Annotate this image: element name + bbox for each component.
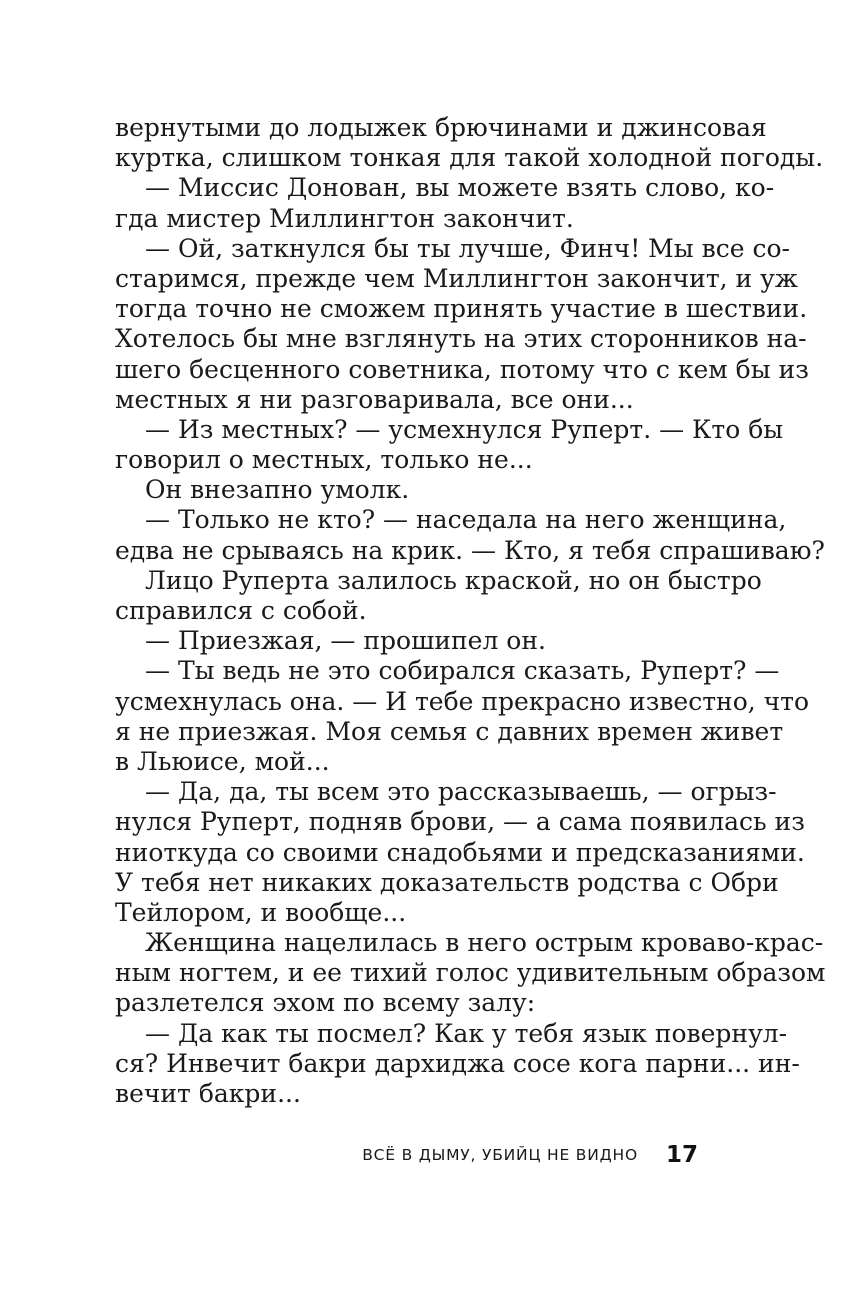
text-line: — Ой, заткнулся бы ты лучше, Финч! Мы все со-: [145, 233, 790, 263]
text-line: говорил о местных, только не...: [115, 445, 533, 475]
text-line: нулся Руперт, подняв брови, — а сама появилась из: [115, 807, 805, 837]
text-line: в Льюисе, мой...: [115, 746, 330, 776]
text-line: Он внезапно умолк.: [145, 475, 410, 505]
text-line: — Да, да, ты всем это рассказываешь, — огрыз-: [145, 777, 777, 807]
text-line: У тебя нет никаких доказательств родства с Обри: [115, 867, 779, 897]
text-line: Хотелось бы мне взглянуть на этих сторонников на-: [115, 324, 807, 354]
text-line: шего бесценного советника, потому что с кем бы из: [115, 354, 809, 384]
text-line: ниоткуда со своими снадобьями и предсказаниями.: [115, 837, 805, 867]
text-line: ся? Инвечит бакри дархиджа сосе кога парни... ин-: [115, 1048, 800, 1078]
text-line: вернутыми до лодыжек брючинами и джинсовая: [115, 113, 767, 142]
page-footer: [310, 1140, 698, 1170]
text-line: Тейлором, и вообще...: [115, 897, 407, 927]
text-line: куртка, слишком тонкая для такой холодной погоды.: [115, 143, 824, 173]
text-line: — Приезжая, — прошипел он.: [145, 626, 546, 656]
text-line: разлетелся эхом по всему залу:: [115, 988, 536, 1018]
text-line: ным ногтем, и ее тихий голос удивительным образом: [115, 958, 826, 988]
text-line: — Да как ты посмел? Как у тебя язык повернул-: [145, 1018, 788, 1048]
text-line: Женщина нацелилась в него острым кроваво-крас-: [145, 928, 824, 958]
text-line: едва не срываясь на крик. — Кто, я тебя спрашиваю?: [115, 535, 825, 565]
text-line: — Только не кто? — наседала на него женщина,: [145, 505, 787, 535]
text-line: вечит бакри...: [115, 1079, 301, 1108]
page-number: 17: [665, 1142, 698, 1168]
text-line: гда мистер Миллингтон закончит.: [115, 203, 574, 233]
text-line: — Ты ведь не это собирался сказать, Руперт? —: [145, 656, 780, 686]
running-title: ВСЁ В ДЫМУ, УБИЙЦ НЕ ВИДНО: [362, 1146, 638, 1164]
text-line: справился с собой.: [115, 596, 367, 625]
text-line: — Миссис Донован, вы можете взять слово, ко-: [145, 173, 775, 203]
text-line: я не приезжая. Моя семья с давних времен живет: [115, 716, 784, 746]
text-line: — Из местных? — усмехнулся Руперт. — Кто бы: [145, 414, 784, 444]
text-line: Лицо Руперта залилось краской, но он быстро: [145, 565, 762, 595]
text-line: усмехнулась она. — И тебе прекрасно известно, что: [115, 686, 810, 716]
text-line: старимся, прежде чем Миллингтон закончит, и уж: [115, 263, 798, 293]
text-line: местных я ни разговаривала, все они...: [115, 384, 634, 414]
text-line: тогда точно не сможем принять участие в шествии.: [115, 294, 808, 324]
body-text: [115, 113, 826, 1109]
